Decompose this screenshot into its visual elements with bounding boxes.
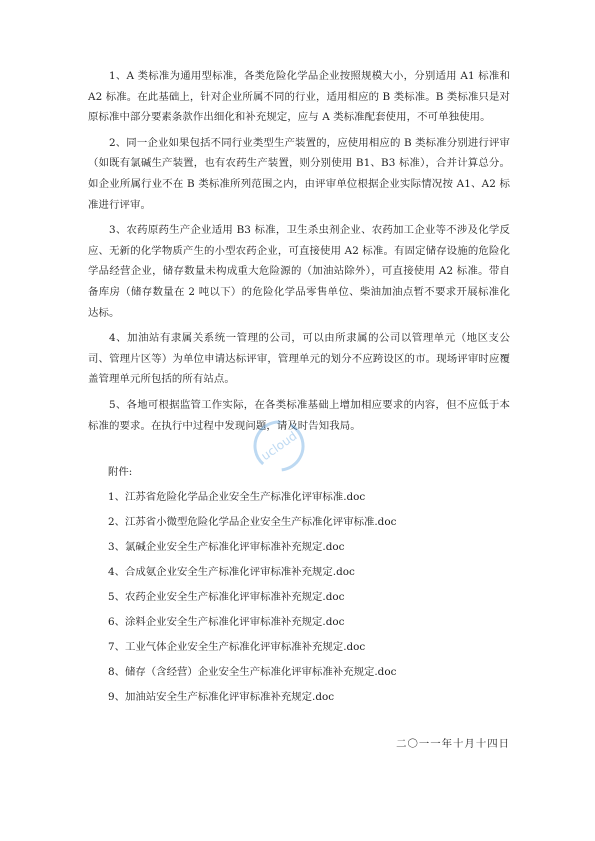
attachment-item: 3、氯碱企业安全生产标准化评审标准补充规定.doc <box>108 541 345 554</box>
paragraph-5: 5、各地可根据监管工作实际，在各类标准基础上增加相应要求的内容，但不应低于本标准的要求。在执行中过程中发现问题，请及时告知我局。 <box>88 398 510 432</box>
paragraph-3: 3、农药原药生产企业适用 B3 标准，卫生杀虫剂企业、农药加工企业等不涉及化学反应、无新的化学物质产生的小型农药企业，可直接使用 A2 标准。有固定储存设施的危险化学品经营企业，储存数量未构成重大危险源的（加油站除外），可直接使用 A2 标准。带自备库房（储存数量在 2 吨以下）的危险化学品零售单位、柴油加油点暂不要求开展标准化达标。 <box>88 224 510 319</box>
document-body <box>88 66 510 754</box>
attachment-item: 7、工业气体企业安全生产标准化评审标准补充规定.doc <box>108 641 366 654</box>
attachment-item: 1、江苏省危险化学品企业安全生产标准化评审标准.doc <box>108 491 366 504</box>
paragraph-2: 2、同一企业如果包括不同行业类型生产装置的，应使用相应的 B 类标准分别进行评审（如既有氯碱生产装置，也有农药生产装置，则分别使用 B1、B3 标准），合并计算总分。如企业所属行业不在 B 类标准所列范围之内，由评审单位根据企业实际情况按 A1、A2 标准进行评审。 <box>88 136 510 211</box>
attachment-item: 5、农药企业安全生产标准化评审标准补充规定.doc <box>108 591 345 604</box>
attachment-item: 9、加油站安全生产标准化评审标准补充规定.doc <box>108 691 335 704</box>
attachments-title: 附件: <box>108 466 133 479</box>
watermark-text: ucloud <box>258 428 300 464</box>
attachment-item: 4、合成氨企业安全生产标准化评审标准补充规定.doc <box>108 566 355 579</box>
paragraph-1: 1、A 类标准为通用型标准，各类危险化学品企业按照规模大小，分别适用 A1 标准和 A2 标准。在此基础上，针对企业所属不同的行业，适用相应的 B 类标准。B 类标准只是对原标准中部分要素条款作出细化和补充规定，应与 A 类标准配套使用，不可单独使用。 <box>88 70 510 124</box>
attachment-item: 8、储存（含经营）企业安全生产标准化评审标准补充规定.doc <box>108 666 397 679</box>
paragraph-4: 4、加油站有隶属关系统一管理的公司，可以由所隶属的公司以管理单元（地区支公司、管理片区等）为单位申请达标评审，管理单元的划分不应跨设区的市。现场评审时应覆盖管理单元所包括的所有站点。 <box>88 332 510 386</box>
document-date: 二〇一一年十月十四日 <box>396 738 510 751</box>
attachments-list <box>88 487 510 707</box>
watermark-logo <box>246 413 312 479</box>
attachment-item: 6、涂料企业安全生产标准化评审标准补充规定.doc <box>108 616 345 629</box>
attachment-item: 2、江苏省小微型危险化学品企业安全生产标准化评审标准.doc <box>108 516 397 529</box>
